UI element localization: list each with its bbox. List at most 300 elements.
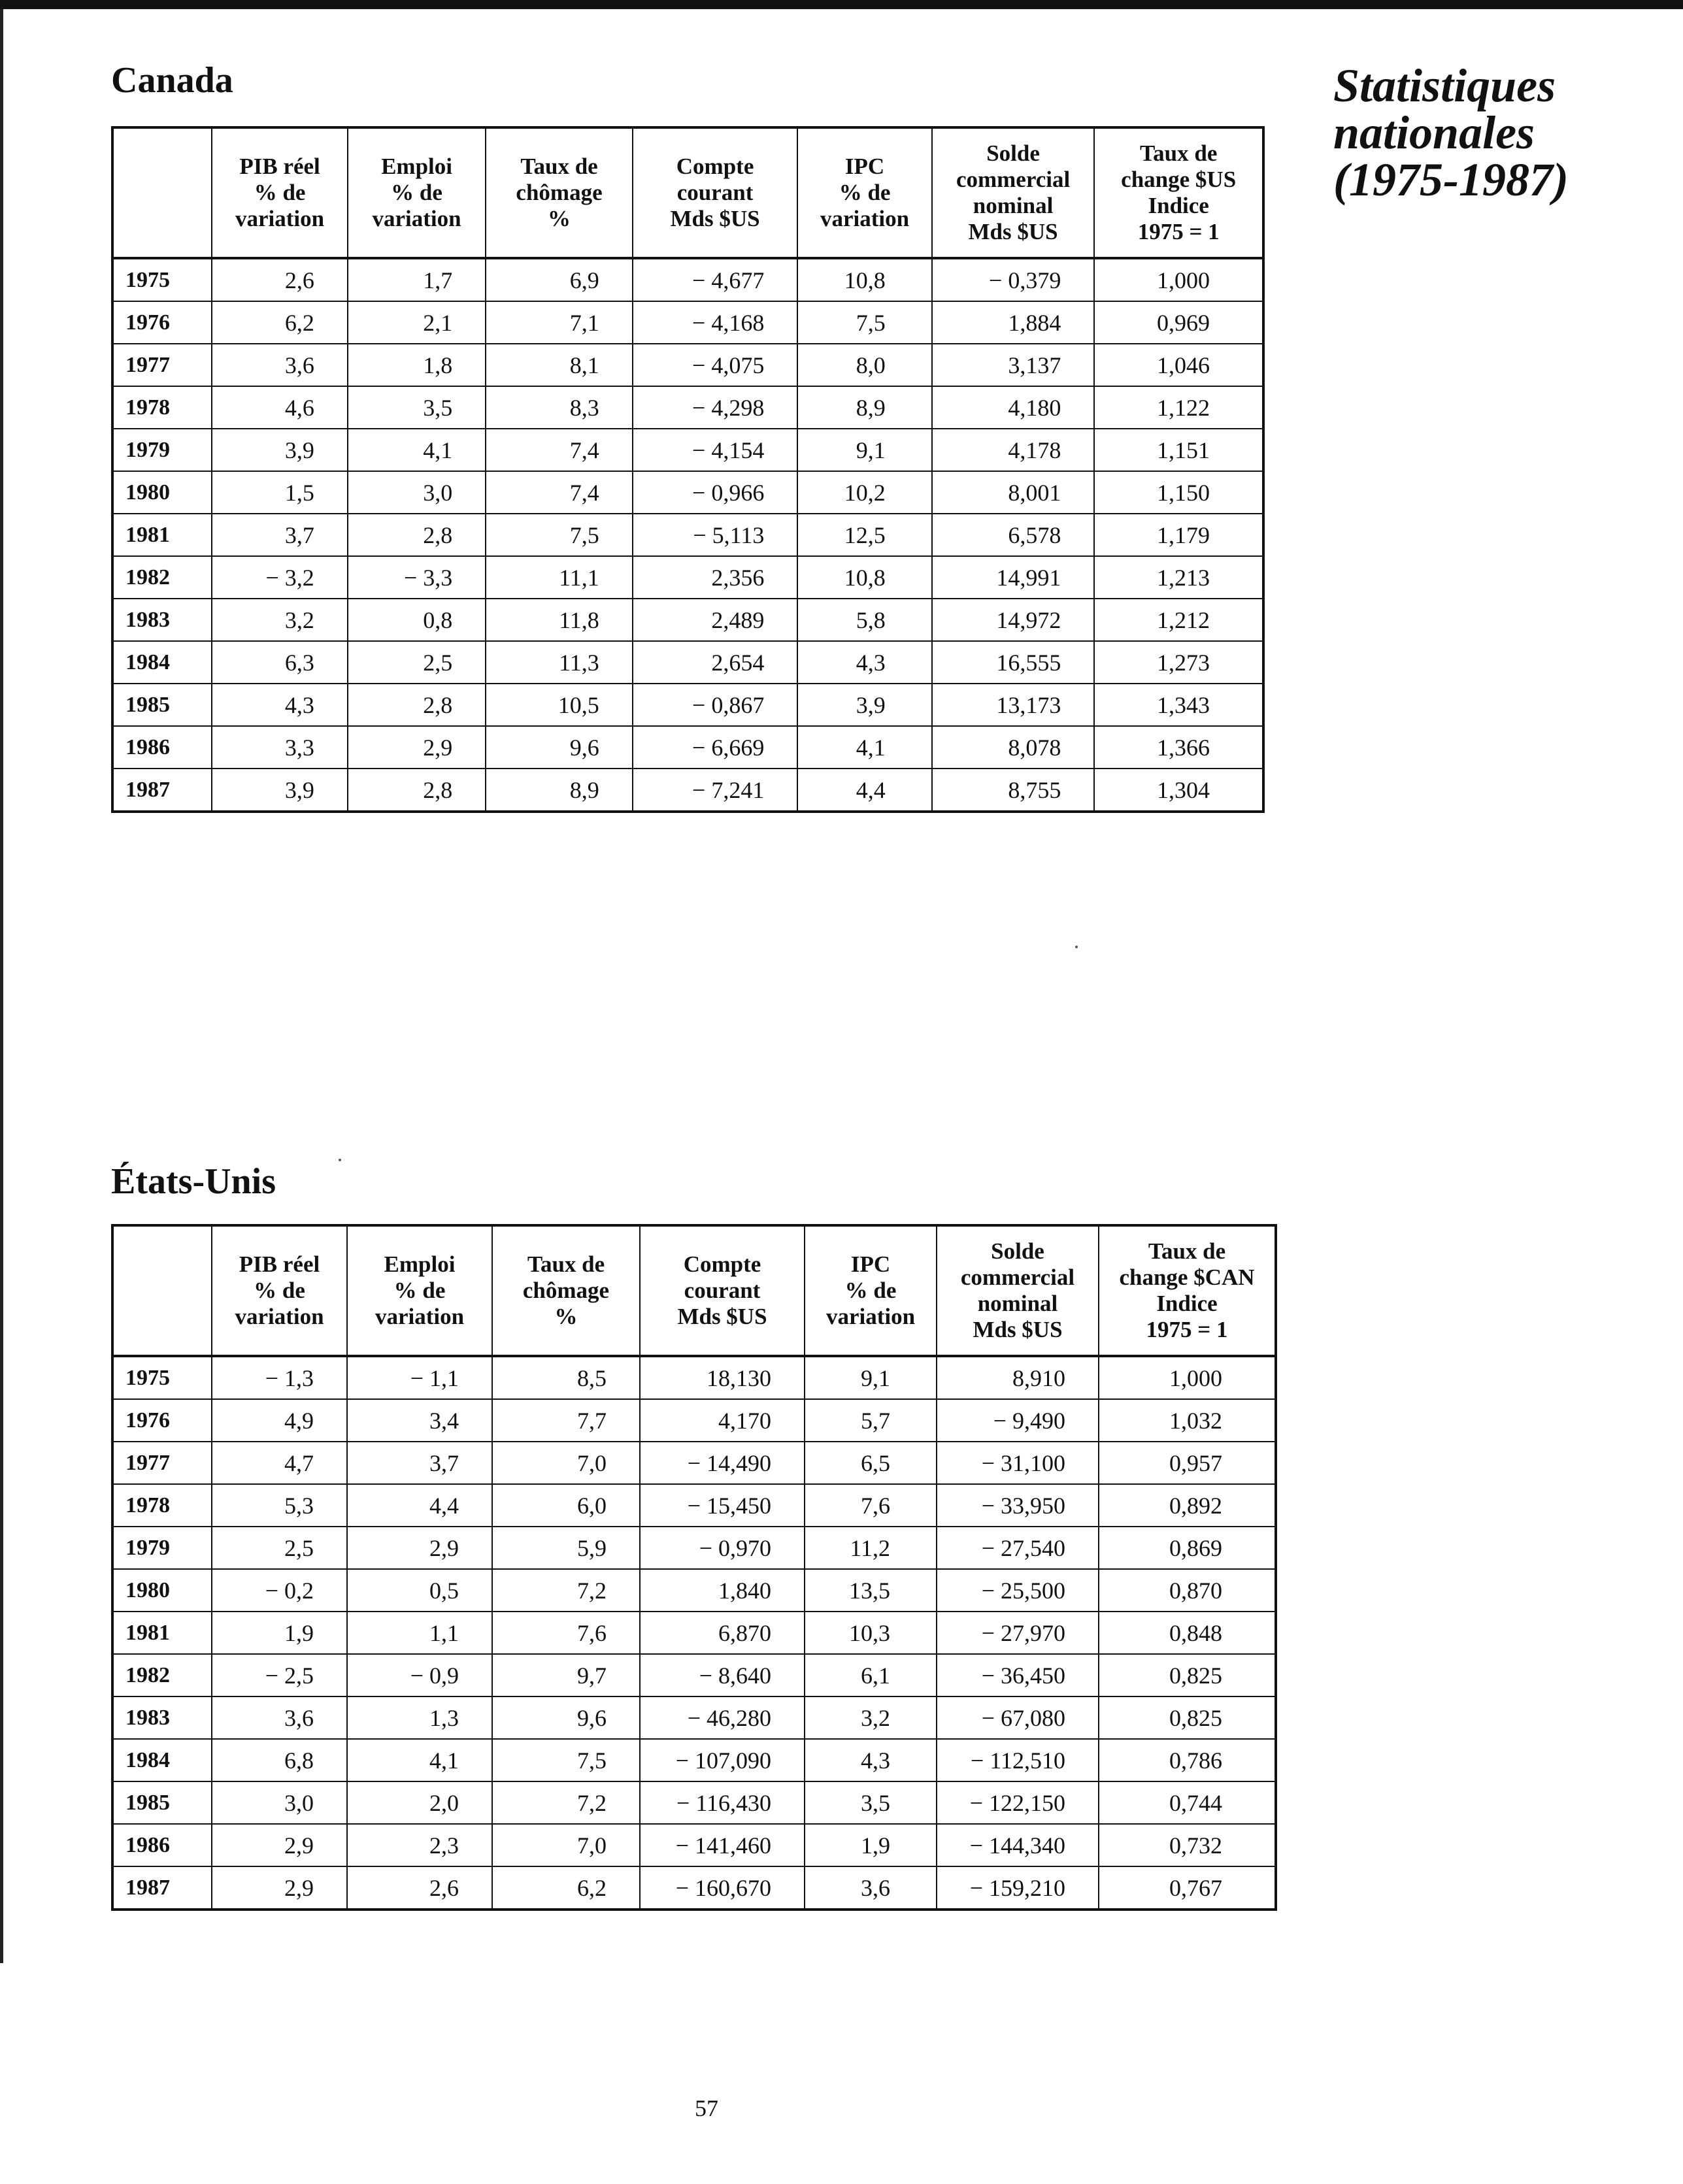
cell-taux-chomage: 7,2 — [492, 1569, 640, 1612]
cell-compte-courant: − 14,490 — [640, 1442, 805, 1484]
header-line: Taux de — [1148, 1238, 1226, 1264]
cell-taux-change: 1,122 — [1094, 386, 1263, 429]
header-line: variation — [825, 1304, 916, 1329]
cell-ipc: 4,1 — [797, 726, 931, 769]
cell-taux-change: 1,273 — [1094, 641, 1263, 684]
cell-pib-reel: 4,7 — [212, 1442, 347, 1484]
year-cell: 1975 — [112, 258, 212, 301]
year-cell: 1987 — [112, 1866, 212, 1910]
scan-speck — [339, 1159, 341, 1161]
table-row — [112, 344, 1263, 386]
cell-taux-change: 1,151 — [1094, 429, 1263, 471]
cell-taux-chomage: 11,3 — [486, 641, 633, 684]
cell-compte-courant: 2,489 — [633, 599, 798, 641]
year-cell: 1985 — [112, 1781, 212, 1824]
cell-pib-reel: 3,2 — [212, 599, 347, 641]
cell-taux-chomage: 7,5 — [492, 1739, 640, 1781]
table-row — [112, 599, 1263, 641]
cell-emploi: − 1,1 — [347, 1356, 492, 1399]
cell-ipc: 7,5 — [797, 301, 931, 344]
header-line: variation — [375, 1304, 465, 1329]
cell-solde-commercial: 4,178 — [932, 429, 1095, 471]
year-cell: 1982 — [112, 556, 212, 599]
cell-taux-chomage: 8,9 — [486, 769, 633, 812]
table-row — [112, 258, 1263, 301]
year-cell: 1976 — [112, 301, 212, 344]
cell-ipc: 6,5 — [805, 1442, 937, 1484]
cell-ipc: 3,9 — [797, 684, 931, 726]
cell-pib-reel: 3,0 — [212, 1781, 347, 1824]
cell-pib-reel: 3,6 — [212, 1696, 347, 1739]
year-cell: 1985 — [112, 684, 212, 726]
table-row — [112, 1739, 1276, 1781]
year-cell: 1982 — [112, 1654, 212, 1696]
cell-compte-courant: 1,840 — [640, 1569, 805, 1612]
cell-taux-change: 0,957 — [1099, 1442, 1276, 1484]
cell-emploi: 2,8 — [348, 684, 486, 726]
cell-ipc: 13,5 — [805, 1569, 937, 1612]
cell-taux-change: 0,969 — [1094, 301, 1263, 344]
table-row — [112, 514, 1263, 556]
cell-solde-commercial: − 36,450 — [937, 1654, 1099, 1696]
cell-emploi: 3,7 — [347, 1442, 492, 1484]
cell-solde-commercial: − 31,100 — [937, 1442, 1099, 1484]
cell-taux-chomage: 6,0 — [492, 1484, 640, 1527]
cell-compte-courant: 18,130 — [640, 1356, 805, 1399]
table-row — [112, 1442, 1276, 1484]
cell-taux-change: 1,343 — [1094, 684, 1263, 726]
cell-compte-courant: − 46,280 — [640, 1696, 805, 1739]
cell-pib-reel: 3,9 — [212, 429, 347, 471]
cell-emploi: 1,7 — [348, 258, 486, 301]
cell-solde-commercial: 6,578 — [932, 514, 1095, 556]
cell-taux-chomage: 5,9 — [492, 1527, 640, 1569]
cell-solde-commercial: 1,884 — [932, 301, 1095, 344]
table-row — [112, 1356, 1276, 1399]
cell-solde-commercial: 8,001 — [932, 471, 1095, 514]
side-title-line: nationales — [1333, 107, 1535, 159]
cell-ipc: 9,1 — [797, 429, 931, 471]
cell-compte-courant: − 4,075 — [633, 344, 798, 386]
cell-solde-commercial: 14,972 — [932, 599, 1095, 641]
year-cell: 1980 — [112, 471, 212, 514]
column-header-taux-chomage — [486, 127, 633, 258]
side-title-line: Statistiques — [1333, 59, 1556, 112]
cell-taux-change: 1,213 — [1094, 556, 1263, 599]
year-cell: 1977 — [112, 344, 212, 386]
table-row — [112, 1612, 1276, 1654]
cell-solde-commercial: 14,991 — [932, 556, 1095, 599]
cell-taux-change: 0,825 — [1099, 1654, 1276, 1696]
header-line: courant — [684, 1278, 761, 1303]
cell-compte-courant: 6,870 — [640, 1612, 805, 1654]
cell-ipc: 1,9 — [805, 1824, 937, 1866]
header-line: Mds $US — [677, 1304, 767, 1329]
header-line: Indice — [1148, 193, 1209, 218]
header-line: Compte — [676, 154, 754, 179]
cell-ipc: 10,8 — [797, 258, 931, 301]
cell-solde-commercial: − 33,950 — [937, 1484, 1099, 1527]
header-line: % — [548, 206, 571, 231]
header-line: % — [554, 1304, 578, 1329]
cell-ipc: 8,0 — [797, 344, 931, 386]
cell-solde-commercial: − 27,540 — [937, 1527, 1099, 1569]
cell-taux-change: 0,848 — [1099, 1612, 1276, 1654]
table-row — [112, 769, 1263, 812]
table-row — [112, 429, 1263, 471]
cell-pib-reel: − 1,3 — [212, 1356, 347, 1399]
cell-taux-change: 0,870 — [1099, 1569, 1276, 1612]
cell-taux-chomage: 11,8 — [486, 599, 633, 641]
cell-solde-commercial: − 112,510 — [937, 1739, 1099, 1781]
cell-emploi: 2,5 — [348, 641, 486, 684]
header-line: variation — [235, 1304, 324, 1329]
canada-stats-table — [111, 126, 1265, 813]
table-row — [112, 1654, 1276, 1696]
cell-compte-courant: − 5,113 — [633, 514, 798, 556]
table-row — [112, 301, 1263, 344]
cell-taux-chomage: 7,0 — [492, 1824, 640, 1866]
year-cell: 1980 — [112, 1569, 212, 1612]
cell-taux-change: 0,892 — [1099, 1484, 1276, 1527]
column-header-taux-change — [1099, 1225, 1276, 1356]
cell-compte-courant: 4,170 — [640, 1399, 805, 1442]
cell-solde-commercial: − 25,500 — [937, 1569, 1099, 1612]
column-header-solde-commercial — [937, 1225, 1099, 1356]
page-side-title — [1333, 59, 1673, 206]
cell-solde-commercial: 8,078 — [932, 726, 1095, 769]
year-cell: 1983 — [112, 1696, 212, 1739]
cell-ipc: 6,1 — [805, 1654, 937, 1696]
header-line: variation — [820, 206, 910, 231]
cell-pib-reel: 3,6 — [212, 344, 347, 386]
cell-compte-courant: − 7,241 — [633, 769, 798, 812]
cell-pib-reel: 4,3 — [212, 684, 347, 726]
usa-stats-table — [111, 1224, 1277, 1911]
side-title-line: (1975-1987) — [1333, 154, 1569, 206]
cell-taux-chomage: 8,3 — [486, 386, 633, 429]
header-line: chômage — [516, 180, 603, 205]
cell-taux-change: 0,786 — [1099, 1739, 1276, 1781]
cell-taux-chomage: 7,0 — [492, 1442, 640, 1484]
cell-emploi: 3,5 — [348, 386, 486, 429]
cell-taux-change: 1,212 — [1094, 599, 1263, 641]
cell-taux-chomage: 9,6 — [486, 726, 633, 769]
cell-compte-courant: − 8,640 — [640, 1654, 805, 1696]
cell-ipc: 3,6 — [805, 1866, 937, 1910]
cell-pib-reel: 2,9 — [212, 1824, 347, 1866]
cell-taux-chomage: 7,1 — [486, 301, 633, 344]
cell-emploi: 0,5 — [347, 1569, 492, 1612]
table-header-row — [112, 1225, 1276, 1356]
column-header-year — [112, 1225, 212, 1356]
header-line: % de — [254, 1278, 305, 1303]
cell-compte-courant: 2,654 — [633, 641, 798, 684]
cell-pib-reel: 2,9 — [212, 1866, 347, 1910]
header-line: nominal — [973, 193, 1054, 218]
cell-emploi: 2,0 — [347, 1781, 492, 1824]
canada-section-title: Canada — [111, 60, 233, 101]
cell-taux-change: 0,767 — [1099, 1866, 1276, 1910]
top-border-rule — [0, 0, 1683, 9]
cell-taux-chomage: 8,5 — [492, 1356, 640, 1399]
table-row — [112, 1484, 1276, 1527]
header-line: Mds $US — [973, 1317, 1063, 1342]
cell-taux-chomage: 7,7 — [492, 1399, 640, 1442]
header-line: change $US — [1121, 167, 1237, 192]
table-row — [112, 556, 1263, 599]
table-row — [112, 641, 1263, 684]
cell-pib-reel: − 3,2 — [212, 556, 347, 599]
column-header-taux-change — [1094, 127, 1263, 258]
year-cell: 1978 — [112, 386, 212, 429]
cell-emploi: 1,1 — [347, 1612, 492, 1654]
header-line: Compte — [683, 1251, 761, 1277]
header-line: change $CAN — [1119, 1265, 1255, 1290]
cell-solde-commercial: − 27,970 — [937, 1612, 1099, 1654]
cell-solde-commercial: 8,910 — [937, 1356, 1099, 1399]
year-cell: 1986 — [112, 726, 212, 769]
header-line: Solde — [986, 141, 1040, 166]
header-line: variation — [235, 206, 325, 231]
header-line: chômage — [522, 1278, 610, 1303]
cell-emploi: 2,8 — [348, 769, 486, 812]
column-header-ipc — [797, 127, 931, 258]
cell-compte-courant: − 141,460 — [640, 1824, 805, 1866]
cell-compte-courant: − 4,154 — [633, 429, 798, 471]
table-row — [112, 1569, 1276, 1612]
cell-emploi: 1,3 — [347, 1696, 492, 1739]
cell-compte-courant: − 6,669 — [633, 726, 798, 769]
cell-compte-courant: − 107,090 — [640, 1739, 805, 1781]
cell-emploi: 2,9 — [347, 1527, 492, 1569]
cell-pib-reel: 1,5 — [212, 471, 347, 514]
cell-solde-commercial: − 9,490 — [937, 1399, 1099, 1442]
table-row — [112, 1824, 1276, 1866]
cell-emploi: 4,1 — [348, 429, 486, 471]
cell-taux-change: 1,046 — [1094, 344, 1263, 386]
header-line: Mds $US — [968, 219, 1058, 244]
cell-ipc: 11,2 — [805, 1527, 937, 1569]
year-cell: 1981 — [112, 514, 212, 556]
header-line: Solde — [991, 1238, 1044, 1264]
table-header-row — [112, 127, 1263, 258]
column-header-ipc — [805, 1225, 937, 1356]
left-margin-rule — [0, 9, 3, 1963]
column-header-pib-reel — [212, 1225, 347, 1356]
cell-pib-reel: 6,3 — [212, 641, 347, 684]
cell-solde-commercial: 8,755 — [932, 769, 1095, 812]
cell-emploi: 2,6 — [347, 1866, 492, 1910]
cell-taux-change: 0,825 — [1099, 1696, 1276, 1739]
year-cell: 1976 — [112, 1399, 212, 1442]
header-line: % de — [393, 1278, 446, 1303]
header-line: Indice — [1156, 1291, 1218, 1316]
column-header-pib-reel — [212, 127, 347, 258]
header-line: Taux de — [520, 154, 598, 179]
cell-compte-courant: − 116,430 — [640, 1781, 805, 1824]
cell-pib-reel: 1,9 — [212, 1612, 347, 1654]
header-line: 1975 = 1 — [1137, 219, 1220, 244]
header-line: IPC — [844, 154, 885, 179]
cell-pib-reel: − 0,2 — [212, 1569, 347, 1612]
header-line: Emploi — [384, 1251, 456, 1277]
cell-taux-chomage: 7,4 — [486, 429, 633, 471]
year-cell: 1981 — [112, 1612, 212, 1654]
cell-taux-chomage: 6,9 — [486, 258, 633, 301]
cell-ipc: 5,8 — [797, 599, 931, 641]
header-line: % de — [844, 1278, 897, 1303]
cell-ipc: 10,3 — [805, 1612, 937, 1654]
header-line: Taux de — [527, 1251, 605, 1277]
cell-taux-chomage: 7,6 — [492, 1612, 640, 1654]
table-row — [112, 1866, 1276, 1910]
column-header-solde-commercial — [932, 127, 1095, 258]
cell-taux-change: 1,000 — [1099, 1356, 1276, 1399]
header-line: Mds $US — [670, 206, 760, 231]
cell-ipc: 3,2 — [805, 1696, 937, 1739]
cell-ipc: 10,2 — [797, 471, 931, 514]
cell-solde-commercial: 13,173 — [932, 684, 1095, 726]
cell-emploi: − 0,9 — [347, 1654, 492, 1696]
cell-taux-chomage: 7,4 — [486, 471, 633, 514]
cell-compte-courant: − 4,677 — [633, 258, 798, 301]
cell-ipc: 3,5 — [805, 1781, 937, 1824]
cell-emploi: 3,0 — [348, 471, 486, 514]
year-cell: 1983 — [112, 599, 212, 641]
year-cell: 1979 — [112, 1527, 212, 1569]
cell-emploi: 1,8 — [348, 344, 486, 386]
cell-compte-courant: − 160,670 — [640, 1866, 805, 1910]
cell-ipc: 8,9 — [797, 386, 931, 429]
table-row — [112, 684, 1263, 726]
cell-solde-commercial: 3,137 — [932, 344, 1095, 386]
cell-taux-change: 1,366 — [1094, 726, 1263, 769]
cell-taux-change: 1,304 — [1094, 769, 1263, 812]
scan-speck — [1075, 946, 1078, 948]
page-number: 57 — [695, 2095, 718, 2121]
cell-emploi: 2,8 — [348, 514, 486, 556]
year-cell: 1979 — [112, 429, 212, 471]
cell-taux-chomage: 9,6 — [492, 1696, 640, 1739]
cell-pib-reel: 4,6 — [212, 386, 347, 429]
cell-compte-courant: − 4,168 — [633, 301, 798, 344]
header-line: PIB réel — [239, 154, 320, 179]
cell-emploi: 4,4 — [347, 1484, 492, 1527]
header-line: % de — [254, 180, 306, 205]
year-cell: 1975 — [112, 1356, 212, 1399]
table-row — [112, 471, 1263, 514]
cell-pib-reel: 6,2 — [212, 301, 347, 344]
table-row — [112, 726, 1263, 769]
cell-taux-change: 0,744 — [1099, 1781, 1276, 1824]
cell-ipc: 4,3 — [805, 1739, 937, 1781]
year-cell: 1977 — [112, 1442, 212, 1484]
column-header-compte-courant — [633, 127, 798, 258]
table-row — [112, 1781, 1276, 1824]
cell-emploi: 2,1 — [348, 301, 486, 344]
header-line: IPC — [850, 1251, 891, 1277]
cell-taux-change: 1,032 — [1099, 1399, 1276, 1442]
table-row — [112, 1399, 1276, 1442]
cell-solde-commercial: − 144,340 — [937, 1824, 1099, 1866]
cell-ipc: 4,4 — [797, 769, 931, 812]
cell-emploi: 3,4 — [347, 1399, 492, 1442]
cell-compte-courant: − 15,450 — [640, 1484, 805, 1527]
cell-taux-change: 1,179 — [1094, 514, 1263, 556]
cell-ipc: 9,1 — [805, 1356, 937, 1399]
cell-taux-change: 0,732 — [1099, 1824, 1276, 1866]
year-cell: 1984 — [112, 641, 212, 684]
cell-pib-reel: 6,8 — [212, 1739, 347, 1781]
cell-emploi: 0,8 — [348, 599, 486, 641]
cell-ipc: 12,5 — [797, 514, 931, 556]
cell-taux-change: 1,000 — [1094, 258, 1263, 301]
cell-solde-commercial: − 159,210 — [937, 1866, 1099, 1910]
column-header-emploi — [347, 1225, 492, 1356]
header-line: PIB réel — [239, 1251, 320, 1277]
cell-taux-chomage: 8,1 — [486, 344, 633, 386]
cell-taux-chomage: 6,2 — [492, 1866, 640, 1910]
column-header-taux-chomage — [492, 1225, 640, 1356]
cell-taux-change: 1,150 — [1094, 471, 1263, 514]
header-line: Taux de — [1140, 141, 1218, 166]
header-line: % de — [391, 180, 442, 205]
header-line: variation — [372, 206, 461, 231]
cell-taux-change: 0,869 — [1099, 1527, 1276, 1569]
cell-pib-reel: − 2,5 — [212, 1654, 347, 1696]
header-line: commercial — [960, 1265, 1075, 1290]
cell-pib-reel: 5,3 — [212, 1484, 347, 1527]
cell-ipc: 5,7 — [805, 1399, 937, 1442]
cell-ipc: 4,3 — [797, 641, 931, 684]
header-line: nominal — [977, 1291, 1058, 1316]
cell-pib-reel: 3,7 — [212, 514, 347, 556]
table-row — [112, 1696, 1276, 1739]
year-cell: 1986 — [112, 1824, 212, 1866]
cell-compte-courant: − 4,298 — [633, 386, 798, 429]
cell-solde-commercial: 16,555 — [932, 641, 1095, 684]
cell-compte-courant: − 0,970 — [640, 1527, 805, 1569]
cell-solde-commercial: − 67,080 — [937, 1696, 1099, 1739]
cell-emploi: 4,1 — [347, 1739, 492, 1781]
column-header-emploi — [348, 127, 486, 258]
cell-taux-chomage: 7,2 — [492, 1781, 640, 1824]
cell-ipc: 10,8 — [797, 556, 931, 599]
cell-taux-chomage: 11,1 — [486, 556, 633, 599]
cell-solde-commercial: 4,180 — [932, 386, 1095, 429]
year-cell: 1978 — [112, 1484, 212, 1527]
cell-emploi: − 3,3 — [348, 556, 486, 599]
cell-taux-chomage: 10,5 — [486, 684, 633, 726]
cell-compte-courant: − 0,966 — [633, 471, 798, 514]
cell-taux-chomage: 9,7 — [492, 1654, 640, 1696]
cell-pib-reel: 3,9 — [212, 769, 347, 812]
column-header-compte-courant — [640, 1225, 805, 1356]
table-row — [112, 1527, 1276, 1569]
cell-pib-reel: 2,6 — [212, 258, 347, 301]
cell-taux-chomage: 7,5 — [486, 514, 633, 556]
cell-pib-reel: 4,9 — [212, 1399, 347, 1442]
cell-solde-commercial: − 0,379 — [932, 258, 1095, 301]
cell-emploi: 2,9 — [348, 726, 486, 769]
cell-emploi: 2,3 — [347, 1824, 492, 1866]
year-cell: 1984 — [112, 1739, 212, 1781]
cell-compte-courant: 2,356 — [633, 556, 798, 599]
cell-pib-reel: 2,5 — [212, 1527, 347, 1569]
header-line: commercial — [956, 167, 1071, 192]
column-header-year — [112, 127, 212, 258]
